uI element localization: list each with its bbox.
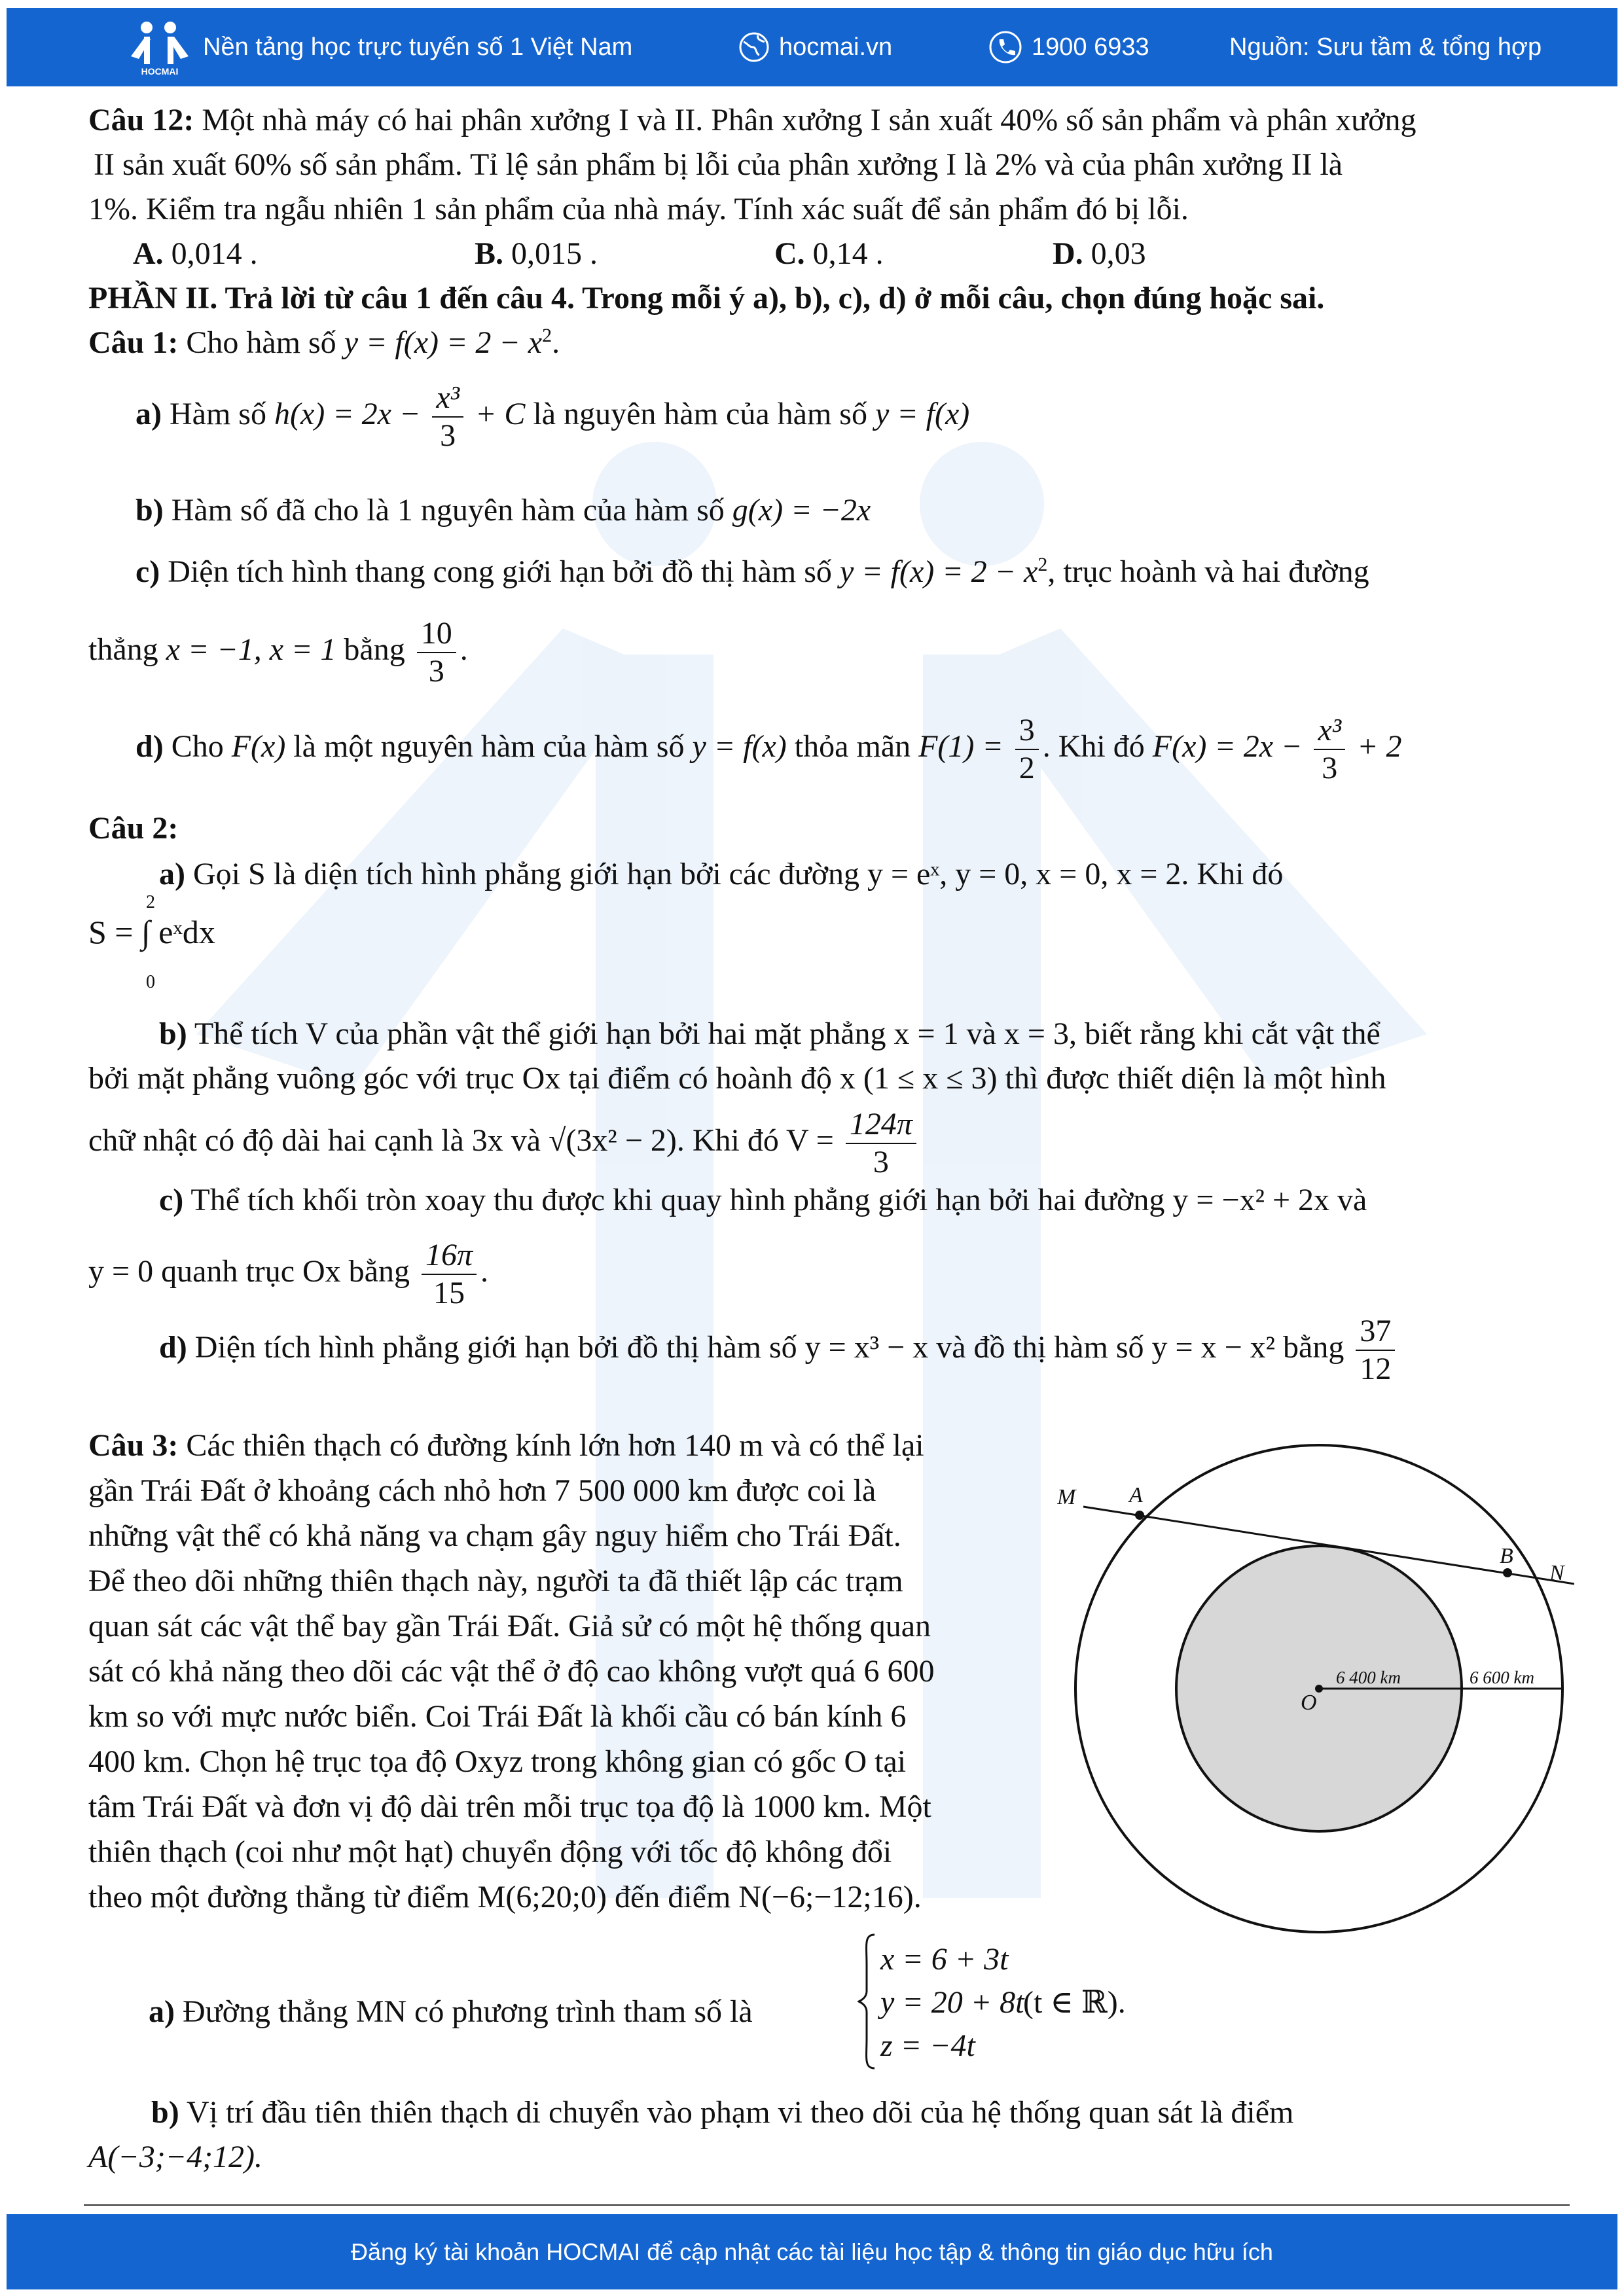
q12-line2: II sản xuất 60% số sản phẩm. Tỉ lệ sản phẩm bị lỗi của phân xưởng I là 2% và của phân xưởng II là: [94, 147, 1343, 182]
q1-c-math1: y = f(x) = 2 − x: [839, 554, 1038, 589]
q1-d-math2: y = f(x): [692, 729, 787, 764]
q3-line: quan sát các vật thể bay gần Trái Đất. Giả sử có một hệ thống quan: [88, 1609, 931, 1643]
q1-c-text2: , trục hoành và hai đường: [1047, 554, 1369, 589]
header-source: Nguồn: Sưu tầm & tổng hợp: [1229, 33, 1542, 61]
header-website[interactable]: [738, 8, 892, 86]
header-bar: [7, 8, 1617, 86]
footer-bar[interactable]: [7, 2214, 1617, 2289]
q1-d-text1: Cho: [163, 729, 232, 764]
q1-c-text4: bằng: [336, 632, 413, 668]
q3-line: sát có khả năng theo dõi các vật thể ở độ cao không vượt quá 6 600: [88, 1654, 935, 1689]
q3-b-text1: Vị trí đầu tiên thiên thạch di chuyển vào phạm vi theo dõi của hệ thống quan sát là điểm: [179, 2095, 1294, 2130]
frac-den: 3: [440, 418, 456, 453]
q1-a-math1: h(x) = 2x −: [274, 397, 429, 432]
q1-intro-text: Cho hàm số: [178, 325, 344, 360]
q1-c-line2: thẳng x = −1, x = 1 bằng $\frac{10}{3}$ .: [88, 616, 468, 689]
q3-a[interactable]: [149, 1990, 753, 2034]
q2-label: Câu 2:: [88, 811, 179, 846]
q1-d-math5: + 2: [1349, 729, 1402, 764]
q1-a-math3: y = f(x): [875, 397, 970, 432]
phone-text[interactable]: 1900 6933: [1032, 33, 1149, 61]
item-label: a): [149, 1994, 175, 2029]
earth-orbit-figure: [1057, 1427, 1574, 1944]
q1-label: Câu 1:: [88, 325, 179, 360]
option-letter: D.: [1053, 236, 1083, 271]
frac-den: 12: [1360, 1352, 1392, 1386]
frac-num: 37: [1356, 1313, 1395, 1351]
q2-a-text: Gọi S là diện tích hình phẳng giới hạn bởi các đường y = eˣ, y = 0, x = 0, x = 2. Khi đó: [185, 857, 1284, 891]
frac-num: x³: [432, 380, 463, 418]
q3-line: gần Trái Đất ở khoảng cách nhỏ hơn 7 500 000 km được coi là: [88, 1473, 876, 1508]
frac-den: 2: [1019, 751, 1035, 785]
frac-num: 3: [1015, 712, 1039, 750]
label-m: M: [1057, 1485, 1076, 1509]
q2-b-line1[interactable]: [159, 1012, 1380, 1056]
q1-c-line1[interactable]: c) Diện tích hình thang cong giới hạn bởi đồ thị hàm số $y = f(x) = 2 - x^2$, trục hoành và hai đường: [135, 554, 1369, 589]
q1-a-text1: Hàm số: [161, 397, 274, 432]
frac-den: 3: [428, 654, 444, 689]
q2-c-line1[interactable]: [159, 1178, 1367, 1223]
integral-expression: S = ∫ eˣdx: [88, 914, 215, 950]
q1-a-math2: + C: [467, 397, 526, 432]
option-letter: B.: [475, 236, 504, 271]
q3-text: Các thiên thạch có đường kính lớn hơn 140 m và có thể lại: [178, 1428, 924, 1463]
item-label: b): [135, 493, 164, 528]
q3-sys-x: x = 6 + 3t: [880, 1942, 1009, 1977]
item-label: b): [151, 2095, 179, 2130]
q3-line: km so với mực nước biển. Coi Trái Đất là khối cầu có bán kính 6: [88, 1699, 907, 1734]
q12-line1: [88, 98, 1416, 143]
q1-d-text4: . Khi đó: [1042, 729, 1153, 764]
integral-lower: 0: [146, 972, 155, 992]
frac-num: 16π: [422, 1237, 477, 1275]
q1-b-text: Hàm số đã cho là 1 nguyên hàm của hàm số: [163, 493, 732, 528]
item-label: b): [159, 1016, 187, 1051]
option-text: 0,03: [1083, 236, 1146, 271]
q3-b-line1[interactable]: [151, 2090, 1293, 2135]
q1-c-math2: x = −1, x = 1: [166, 632, 336, 668]
option-letter: C.: [774, 236, 805, 271]
q1-b-math: g(x) = −2x: [732, 493, 871, 528]
footer-text[interactable]: Đăng ký tài khoản HOCMAI để cập nhật các tài liệu học tập & thông tin giáo dục hữu ích: [351, 2238, 1273, 2265]
item-label: d): [159, 1330, 187, 1365]
label-6400: 6 400 km: [1336, 1668, 1401, 1687]
q3-line: theo một đường thẳng từ điểm M(6;20;0) đến điểm N(−6;−12;16).: [88, 1880, 922, 1914]
q12-option-b[interactable]: [475, 232, 598, 276]
option-text: 0,14 .: [804, 236, 884, 271]
phone-icon: [988, 30, 1022, 64]
integral-upper: 2: [146, 892, 155, 912]
frac-den: 3: [873, 1145, 889, 1179]
option-text: 0,014 .: [163, 236, 258, 271]
q2-b-text1: Thể tích V của phần vật thể giới hạn bởi hai mặt phẳng x = 1 và x = 3, biết rằng khi cắt vật thể: [187, 1016, 1380, 1051]
q1-d-math4: F(x) = 2x −: [1152, 729, 1310, 764]
label-6600: 6 600 km: [1470, 1668, 1534, 1687]
q1-a[interactable]: [135, 380, 969, 454]
frac-num: x³: [1314, 712, 1345, 750]
q2-b-text3: chữ nhật có độ dài hai cạnh là 3x và √(3x² − 2). Khi đó V =: [88, 1123, 842, 1158]
q2-b-line2: bởi mặt phẳng vuông góc với trục Ox tại điểm có hoành độ x (1 ≤ x ≤ 3) thì được thiết diện là một hình: [88, 1061, 1386, 1096]
q3-sys-z: z = −4t: [880, 2028, 975, 2063]
label-o: O: [1301, 1691, 1317, 1715]
q1-a-text2: là nguyên hàm của hàm số: [525, 397, 875, 432]
q3-line: [88, 1423, 1038, 1468]
option-text: 0,015 .: [503, 236, 598, 271]
q1-d-text3: thỏa mãn: [786, 729, 919, 764]
q3-paragraph: [88, 1423, 1038, 1920]
q12-text1: Một nhà máy có hai phân xưởng I và II. Phân xưởng I sản xuất 40% số sản phẩm và phân xưởng: [194, 103, 1416, 137]
header-slogan: Nền tảng học trực tuyến số 1 Việt Nam: [203, 33, 633, 61]
part2-heading: PHẦN II. Trả lời từ câu 1 đến câu 4. Trong mỗi ý a), b), c), d) ở mỗi câu, chọn đúng hoặc sai.: [88, 281, 1325, 315]
label-b: B: [1500, 1544, 1513, 1568]
q1-d[interactable]: [135, 712, 1402, 787]
q3-label: Câu 3:: [88, 1428, 179, 1463]
q2-c-text1: Thể tích khối tròn xoay thu được khi quay hình phẳng giới hạn bởi hai đường y = −x² + 2x và: [183, 1183, 1367, 1217]
point-a: [1135, 1511, 1144, 1520]
q2-b-line3: [88, 1106, 920, 1181]
q12-option-c[interactable]: [774, 232, 884, 276]
q3-line: tâm Trái Đất và đơn vị độ dài trên mỗi trục tọa độ là 1000 km. Một: [88, 1789, 931, 1824]
q2-c-line2: y = 0 quanh trục Ox bằng $\frac{16\pi}{15}$ .: [88, 1238, 489, 1310]
item-label: d): [135, 729, 164, 764]
header-phone[interactable]: [988, 8, 1149, 86]
hocmai-logo-icon: [127, 18, 192, 77]
q1-function: y = f(x) = 2 − x: [344, 325, 543, 360]
q12-line3: 1%. Kiểm tra ngẫu nhiên 1 sản phẩm của nhà máy. Tính xác suất để sản phẩm đó bị lỗi.: [88, 192, 1189, 226]
q12-label: Câu 12:: [88, 103, 194, 137]
globe-icon: [738, 31, 770, 63]
system-brace: [857, 1932, 877, 2071]
website-text[interactable]: hocmai.vn: [779, 33, 893, 61]
frac-den: 15: [433, 1276, 465, 1310]
frac-num: 10: [417, 615, 456, 653]
q1-b[interactable]: [135, 488, 871, 533]
q2-d[interactable]: [159, 1313, 1399, 1388]
q12-option-a[interactable]: [133, 232, 258, 276]
footer-divider: [84, 2204, 1570, 2206]
q2-a[interactable]: [159, 852, 1283, 897]
q1-d-math3: F(1) =: [918, 729, 1011, 764]
q3-line: những vật thể có khả năng va chạm gây nguy hiểm cho Trái Đất.: [88, 1518, 901, 1553]
label-n: N: [1549, 1561, 1564, 1585]
q3-a-text1: Đường thẳng MN có phương trình tham số là: [174, 1994, 753, 2029]
q3-sys-param: (t ∈ ℝ).: [1023, 1985, 1126, 2020]
q3-line: 400 km. Chọn hệ trục tọa độ Oxyz trong không gian có gốc O tại: [88, 1744, 907, 1779]
label-a: A: [1129, 1483, 1143, 1507]
item-label: a): [159, 857, 185, 891]
q2-d-text: Diện tích hình phẳng giới hạn bởi đồ thị hàm số y = x³ − x và đồ thị hàm số y = x − x² bằng: [187, 1330, 1352, 1365]
q3-line: Để theo dõi những thiên thạch này, người ta đã thiết lập các trạm: [88, 1564, 903, 1598]
option-letter: A.: [133, 236, 164, 271]
item-label: c): [135, 554, 160, 589]
q3-b-line2: A(−3;−4;12).: [88, 2140, 263, 2174]
q2-a-integral: [88, 910, 215, 956]
item-label: c): [159, 1183, 184, 1217]
q1-d-math1: F(x): [231, 729, 286, 764]
point-b: [1503, 1568, 1512, 1577]
q1-c-text3: thẳng: [88, 632, 166, 668]
logo-text: HOCMAI: [141, 66, 179, 77]
q1-d-text2: là một nguyên hàm của hàm số: [285, 729, 693, 764]
q1-c-text1: Diện tích hình thang cong giới hạn bởi đồ thị hàm số: [160, 554, 840, 589]
q1-intro: Câu 1: Cho hàm số $y = f(x) = 2 - x^2$.: [88, 325, 560, 360]
q3-line: thiên thạch (coi như một hạt) chuyển động với tốc độ không đổi: [88, 1835, 892, 1869]
frac-den: 3: [1322, 751, 1338, 785]
q12-option-d[interactable]: [1053, 232, 1146, 276]
q2-c-text2: y = 0 quanh trục Ox bằng: [88, 1254, 418, 1289]
q3-sys-y: y = 20 + 8t: [880, 1985, 1024, 2020]
item-label: a): [135, 397, 162, 432]
frac-num: 124π: [846, 1106, 916, 1144]
